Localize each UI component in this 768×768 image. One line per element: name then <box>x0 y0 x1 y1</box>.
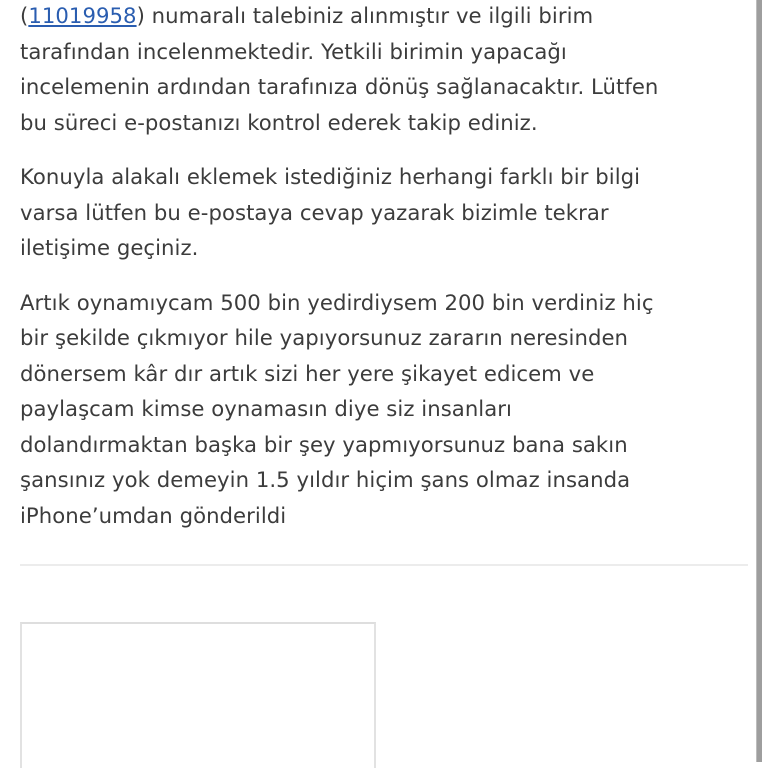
paragraph-line: tarafından incelenmektedir. Yetkili birimin yapacağı <box>20 38 567 64</box>
open-paren: ( <box>20 3 29 28</box>
paragraph-line: iletişime geçiniz. <box>20 235 199 260</box>
vertical-scrollbar[interactable] <box>756 0 762 762</box>
embedded-content-box <box>20 622 376 768</box>
paragraph-line: dönersem kâr dır artık sizi her yere şikayet edicem ve <box>20 360 595 386</box>
contact-info-paragraph <box>20 159 740 266</box>
paragraph-line: bu süreci e-postanızı kontrol ederek takip ediniz. <box>20 109 538 135</box>
paragraph-line: dolandırmaktan başka bir şey yapmıyorsunuz bana sakın <box>20 431 628 457</box>
paragraph-line: varsa lütfen bu e-postaya cevap yazarak bizimle tekrar <box>20 199 609 225</box>
paragraph-line: şansınız yok demeyin 1.5 yıldır hiçim şans olmaz insanda <box>20 467 631 492</box>
paragraph-line: Artık oynamıycam 500 bin yedirdiysem 200 bin verdiniz hiç <box>20 289 654 315</box>
divider <box>20 564 748 566</box>
email-body <box>20 0 740 533</box>
quoted-user-message <box>20 285 740 534</box>
paragraph-line: Konuyla alakalı eklemek istediğiniz herhangi farklı bir bilgi <box>20 164 641 189</box>
ticket-confirmation-paragraph <box>20 0 740 140</box>
ticket-number-link[interactable]: 11019958 <box>28 3 137 28</box>
paragraph-line <box>20 0 740 34</box>
ticket-line-text: ) numaralı talebiniz alınmıştır ve ilgili birim <box>136 3 594 28</box>
signature-line: iPhone’umdan gönderildi <box>20 502 287 528</box>
paragraph-line: incelemenin ardından tarafınıza dönüş sağlanacaktır. Lütfen <box>20 74 659 99</box>
paragraph-line: bir şekilde çıkmıyor hile yapıyorsunuz zararın neresinden <box>20 325 629 350</box>
paragraph-line: paylaşcam kimse oynamasın diye siz insanları <box>20 396 512 421</box>
